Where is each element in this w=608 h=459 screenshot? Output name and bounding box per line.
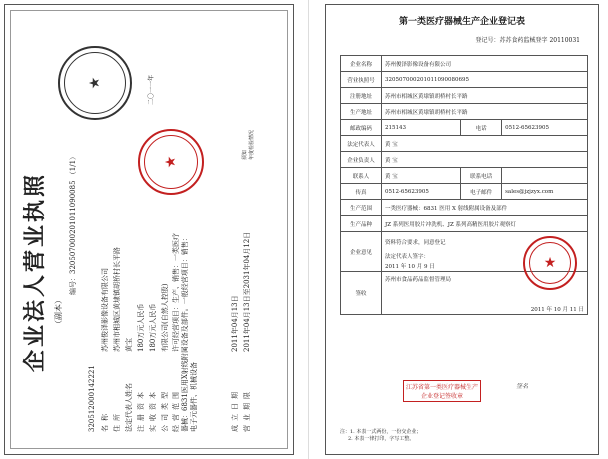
- license-row-reg-capital: 注册资本180万元人民币: [137, 303, 145, 432]
- license-row-term: 营业期限2011年04月13日至2031年04月12日: [243, 231, 251, 432]
- table-row: 生产品种 JZ 系列医用胶片冲洗机、JZ 系列高精医用胶片观察灯: [341, 216, 588, 232]
- star-icon: ★: [543, 255, 557, 271]
- license-notes: 须知 年度检验情况: [242, 129, 255, 160]
- table-row: 联系人 黄 宝 联系电话: [341, 168, 588, 184]
- registration-table: [340, 55, 588, 315]
- star-icon: ★: [163, 155, 179, 169]
- company-seal-stamp: [138, 129, 204, 195]
- license-row-legal-rep: 法定代表人姓名黄宝: [125, 338, 133, 432]
- license-row-address: 住所苏州市相城区黄埭镇胡桥村长平路: [113, 247, 121, 432]
- table-row: 生产地址 苏州市相城区黄埭镇胡桥村长平路: [341, 104, 588, 120]
- license-reg-code: 320512000142221: [88, 365, 96, 432]
- opinion-signer: 法定代表人签字：: [385, 254, 430, 260]
- form-title: 第一类医疗器械生产企业登记表: [398, 17, 525, 27]
- company-seal-stamp: [523, 236, 577, 290]
- handwritten-signature: 签名: [516, 383, 529, 390]
- registration-form-image: [325, 4, 599, 455]
- license-row-established: 成立日期2011年04月13日: [231, 295, 239, 432]
- table-row: 注册地址 苏州市相城区黄埭镇胡桥村长平路: [341, 88, 588, 104]
- table-row: 传真 0512-65623905 电子邮件 sales@jzjzyx.com: [341, 184, 588, 200]
- table-row: 营业执照号 320507000201011090080695: [341, 72, 588, 88]
- opinion-text: 资料符合要求，同意登记: [385, 240, 446, 246]
- table-row: 生产范围 一类医疗器械：6831 医用 X 射线附属设备及部件: [341, 200, 588, 216]
- license-reg-no: 编号：320507000201011090085 （1/1）: [69, 152, 77, 295]
- opinion-date: 2011 年 10 月 9 日: [385, 264, 435, 270]
- table-row: 企业名称 苏州俊泽影像设备有限公司: [341, 56, 588, 72]
- license-rotated-content: [8, 5, 292, 450]
- star-icon: ★: [87, 76, 103, 90]
- license-row-paid-capital: 实收资本180万元人民币: [149, 303, 157, 432]
- license-row-company-type: 公司类型有限公司(自然人控股): [161, 283, 169, 432]
- license-row-name: 名称苏州俊泽影像设备有限公司: [101, 268, 109, 432]
- business-license-image: [4, 4, 294, 455]
- license-copy-label: （副本）: [54, 296, 63, 328]
- aic-seal-stamp: [58, 46, 132, 120]
- table-row: 企业负责人 黄 宝: [341, 152, 588, 168]
- table-row: 签收 苏州市食品药品监督管理局 2011 年 10 月 11 日: [341, 272, 588, 315]
- receipt-stamp: 江苏省第一类医疗器械生产企业登记签收章: [403, 380, 481, 402]
- table-row: 邮政编码 215143 电话 0512-65623905: [341, 120, 588, 136]
- form-notes: 注：1. 本表一式两份，一份交企业； 2. 本表一律打印，字写工整。: [340, 429, 422, 442]
- image-divider: [308, 0, 309, 459]
- table-row: 法定代表人 黄 宝: [341, 136, 588, 152]
- sign-date: 2011 年 10 月 11 日: [530, 307, 584, 313]
- form-reg-no: 登记号：苏苏食药监械登字 20110031: [475, 37, 580, 44]
- authority-name: 苏州市食品药品监督管理局: [385, 277, 452, 283]
- license-seal-date: 二〇一一年: [148, 74, 155, 105]
- license-title: 企业法人营业执照: [22, 171, 48, 372]
- license-row-scope: 经营范围许可经营项目：生产、销售：一类医疗器械：6831医用X射线附属设备及部件。一般经营项目：销售：电子元器件、机械设备: [172, 233, 198, 432]
- table-row: 企业意见 资料符合要求，同意登记 法定代表人签字： 2011 年 10 月 9 日 ★: [341, 232, 588, 272]
